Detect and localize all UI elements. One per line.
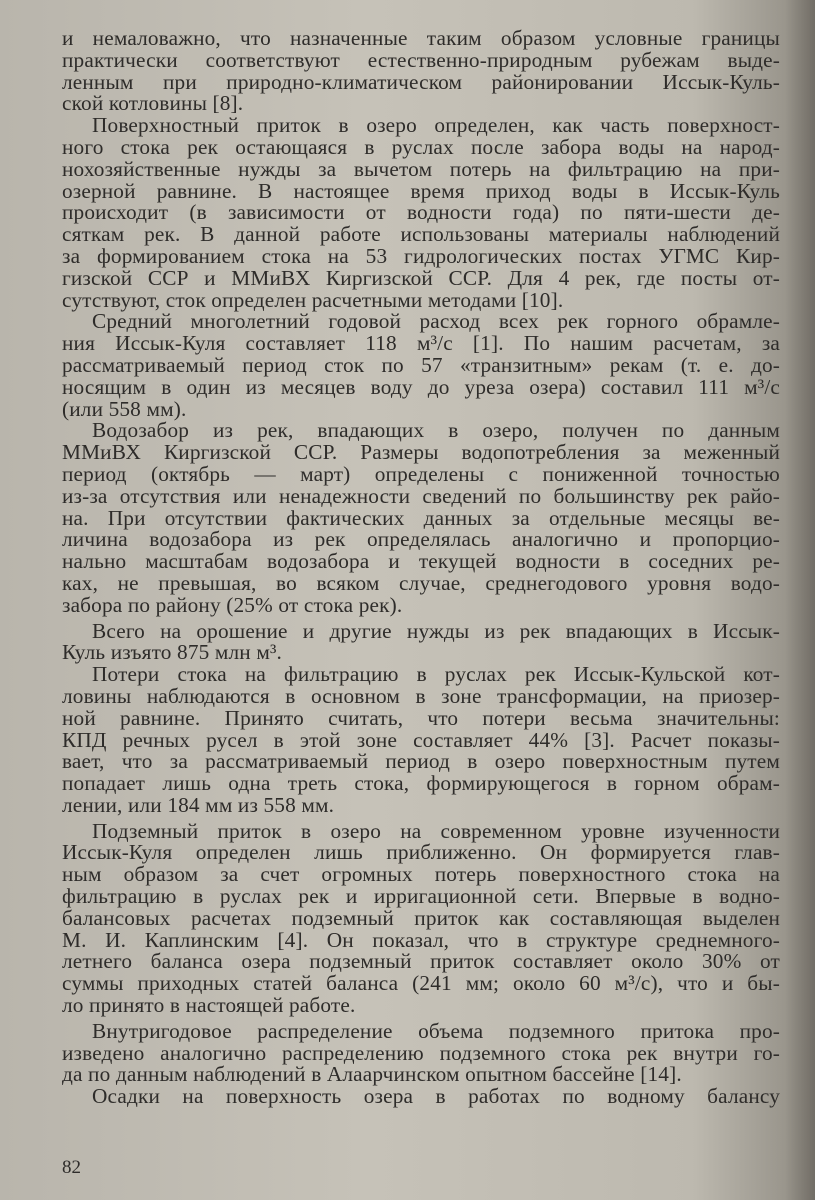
paragraph [62, 115, 780, 311]
text-line: фильтрацию в руслах рек и ирригационной сети. Впервые в водно- [62, 884, 780, 909]
text-line: происходит (в зависимости от водности года) по пяти-шести де- [62, 200, 780, 225]
text-line: ным образом за счет огромных потерь поверхностного стока на [62, 862, 780, 887]
text-line: Средний многолетний годовой расход всех рек горного обрамле- [92, 309, 780, 334]
text-line: Осадки на поверхность озера в работах по водному балансу [92, 1084, 780, 1109]
text-line: гизской ССР и ММиВХ Киргизской ССР. Для 4 рек, где посты от- [62, 265, 780, 290]
text-line: Водозабор из рек, впадающих в озеро, получен по данным [92, 418, 780, 443]
text-line: ловины наблюдаются в основном в зоне трансформации, на приозер- [62, 683, 780, 708]
text-line: носящим в один из месяцев воду до уреза озера) составил 111 м³/с [62, 374, 780, 399]
text-line: (или 558 мм). [62, 396, 187, 421]
paragraph [62, 618, 780, 665]
text-line: М. И. Каплинским [4]. Он показал, что в структуре среднемного- [62, 927, 780, 952]
text-line: ния Иссык-Куля составляет 118 м³/с [1]. По нашим расчетам, за [62, 331, 780, 356]
text-line: ской котловины [8]. [62, 91, 244, 116]
text-line: из-за отсутствия или ненадежности сведений по большинству рек райо- [62, 483, 780, 508]
body-text [62, 28, 780, 1108]
text-line: Иссык-Куля определен лишь приближенно. Он формируется глав- [62, 840, 780, 865]
text-line: ленным при природно-климатическом районировании Иссык-Куль- [62, 69, 780, 94]
text-line: сутствуют, сток определен расчетными методами [10]. [62, 287, 564, 312]
text-line: ного стока рек остающаяся в руслах после забора воды на народ- [62, 134, 780, 159]
text-line: ММиВХ Киргизской ССР. Размеры водопотребления за меженный [62, 440, 780, 465]
text-line: да по данным наблюдений в Алаарчинском опытном бассейне [14]. [62, 1062, 682, 1087]
text-line: Всего на орошение и другие нужды из рек впадающих в Иссык- [92, 618, 780, 643]
paragraph [62, 1086, 780, 1108]
text-line: летнего баланса озера подземный приток составляет около 30% от [62, 949, 780, 974]
text-line: изведено аналогично распределению подземного стока рек внутри го- [62, 1040, 780, 1065]
text-line: Внутригодовое распределение объема подземного притока про- [92, 1018, 780, 1043]
text-line: забора по району (25% от стока рек). [62, 592, 403, 617]
text-line: ной равнине. Принято считать, что потери весьма значительны: [62, 705, 780, 730]
paragraph [62, 28, 780, 115]
text-line: вает, что за рассматриваемый период в озеро поверхностным путем [62, 749, 780, 774]
text-line: озерной равнине. В настоящее время приход воды в Иссык-Куль [62, 178, 780, 203]
text-line: нально масштабам водозабора и текущей водности в соседних ре- [62, 549, 780, 574]
text-line: суммы приходных статей баланса (241 мм; около 60 м³/с), что и бы- [62, 971, 780, 996]
text-line: рассматриваемый период сток по 57 «транзитным» рекам (т. е. до- [62, 352, 780, 377]
text-line: сяткам рек. В данной работе использованы материалы наблюдений [62, 222, 780, 247]
text-line: личина водозабора из рек определялась аналогично и пропорцио- [62, 527, 780, 552]
text-line: попадает лишь одна треть стока, формирующегося в горном обрам- [62, 771, 780, 796]
text-line: нохозяйственные нужды за вычетом потерь на фильтрацию на при- [62, 156, 780, 181]
text-line: Подземный приток в озеро на современном уровне изученности [92, 818, 780, 843]
text-line: на. При отсутствии фактических данных за отдельные месяцы ве- [62, 505, 780, 530]
text-line: Поверхностный приток в озеро определен, как часть поверхност- [92, 113, 780, 138]
text-line: ло принято в настоящей работе. [62, 993, 356, 1018]
text-line: балансовых расчетах подземный приток как составляющая выделен [62, 905, 780, 930]
text-line: лении, или 184 мм из 558 мм. [62, 792, 335, 817]
paragraph [62, 420, 780, 616]
text-line: практически соответствуют естественно-природным рубежам выде- [62, 47, 780, 72]
text-line: Потери стока на фильтрацию в руслах рек Иссык-Кульской кот- [92, 662, 780, 687]
text-line: КПД речных русел в этой зоне составляет 44% [3]. Расчет показы- [62, 727, 780, 752]
paragraph [62, 664, 780, 817]
page-number: 82 [62, 1157, 81, 1178]
paragraph [62, 1018, 780, 1087]
paragraph [62, 818, 780, 1018]
text-line: ках, не превышая, во всяком случае, среднегодового уровня водо- [62, 570, 780, 595]
text-line: и немаловажно, что назначенные таким образом условные границы [62, 26, 780, 50]
text-line: Куль изъято 875 млн м³. [62, 640, 282, 665]
paragraph [62, 311, 780, 420]
text-line: за формированием стока на 53 гидрологических постах УГМС Кир- [62, 243, 780, 268]
text-line: период (октябрь — март) определены с пониженной точностью [62, 461, 780, 486]
page-edge-shadow [785, 0, 815, 1200]
